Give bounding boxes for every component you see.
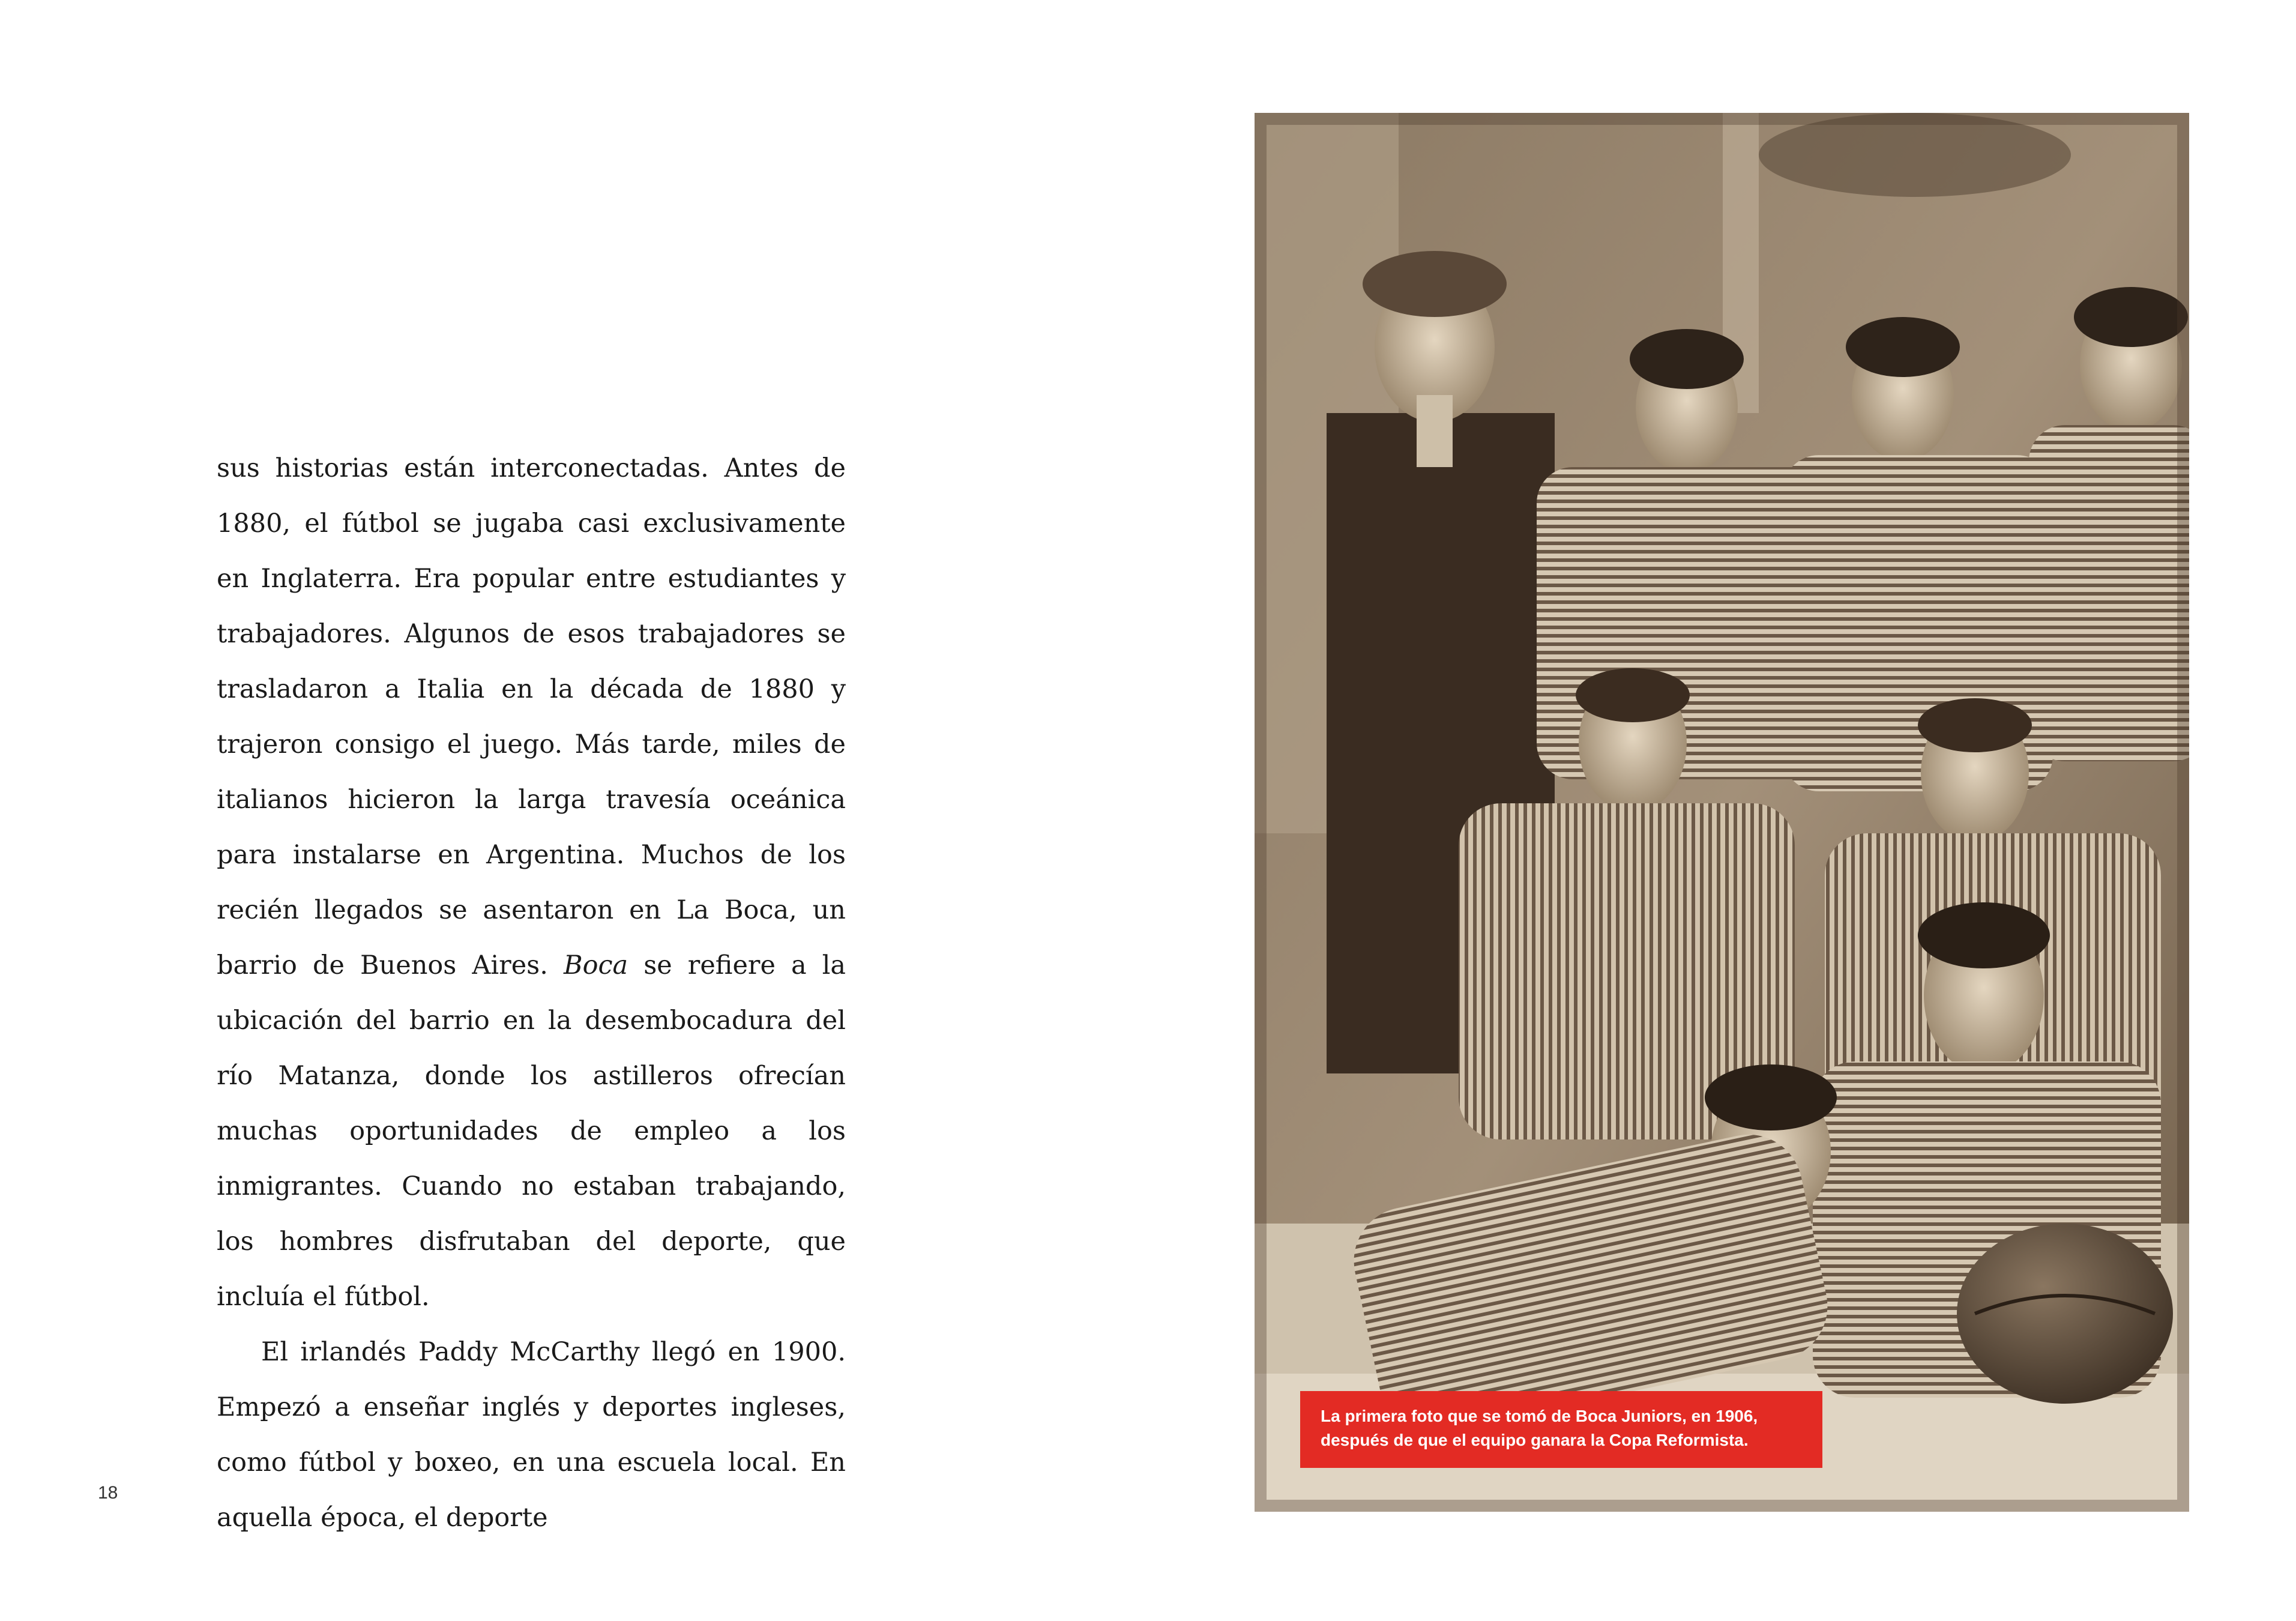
paragraph-2: El irlandés Paddy McCarthy llegó en 1900. Empezó a enseñar inglés y deportes ingleses, como fútbol y boxeo, en una escuela local. En aquella época, el deporte [217, 1337, 846, 1533]
photo-caption [1300, 1391, 1822, 1468]
team-photo [1255, 113, 2189, 1512]
team-photo-illustration [1255, 113, 2189, 1512]
paragraph-1-end: se refiere a la ubicación del barrio en la desembocadura del río Matanza, donde los astilleros ofrecían muchas oportunidades de empleo a los inmigrantes. Cuando no estaban trabajando, los hombres disfrutaban del deporte, que incluía el fútbol. [217, 950, 846, 1312]
paragraph-1 [217, 441, 846, 1324]
paragraph-1-start: sus historias están interconectadas. Antes de 1880, el fútbol se jugaba casi exclusivamente en Inglaterra. Era popular entre estudiantes y trabajadores. Algunos de esos trabajadores se trasladaron a Italia en la década de 1880 y trajeron consigo el juego. Más tarde, miles de italianos hicieron la larga travesía oceánica para instalarse en Argentina. Muchos de los recién llegados se asentaron en La Boca, un barrio de Buenos Aires. [217, 453, 846, 980]
body-text [217, 441, 846, 1545]
page-number: 18 [98, 1483, 118, 1503]
italic-word-boca: Boca [563, 950, 628, 980]
caption-line-1: La primera foto que se tomó de Boca Juniors, en 1906, [1321, 1407, 1758, 1425]
caption-line-2: después de que el equipo ganara la Copa Reformista. [1321, 1431, 1749, 1449]
